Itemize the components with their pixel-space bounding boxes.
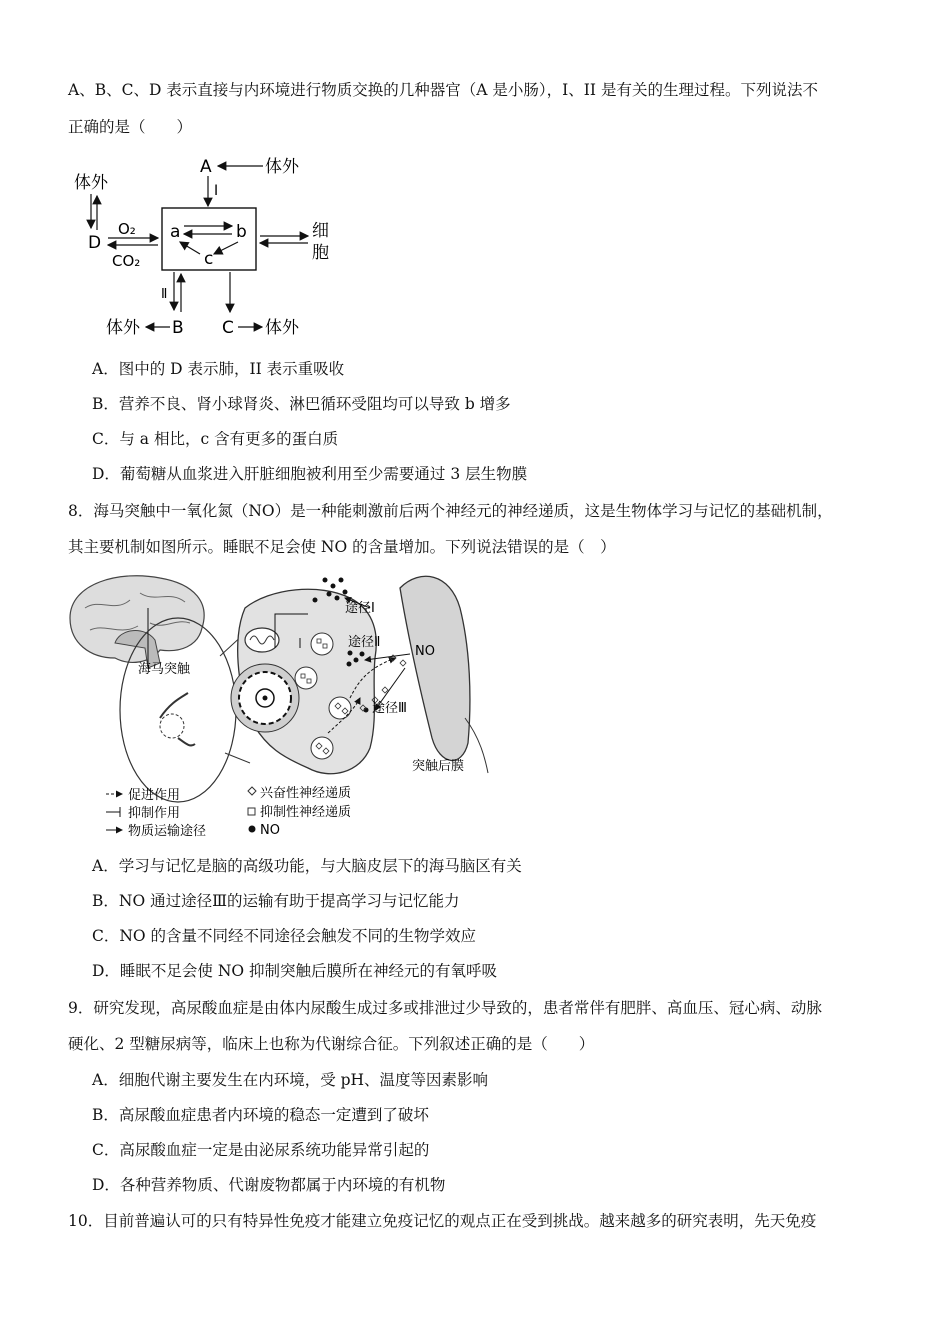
q8-diagram — [60, 568, 500, 840]
label-B: B — [172, 318, 184, 338]
postsynaptic-membrane — [400, 576, 470, 760]
legend-inhibitory: 抑制性神经递质 — [260, 805, 352, 820]
label-b: b — [236, 222, 247, 242]
label-D: D — [88, 233, 102, 253]
q7-option-a[interactable]: A．图中的 D 表示肺，II 表示重吸收 — [92, 360, 345, 378]
q9-option-d[interactable]: D．各种营养物质、代谢废物都属于内环境的有机物 — [92, 1176, 446, 1194]
q7-option-c[interactable]: C．与 a 相比，c 含有更多的蛋白质 — [92, 430, 339, 448]
no-label: NO — [415, 644, 435, 659]
label-a: a — [170, 222, 181, 242]
q7-stem-line2: 正确的是（ ） — [68, 118, 193, 136]
q8-option-d[interactable]: D．睡眠不足会使 NO 抑制突触后膜所在神经元的有氧呼吸 — [92, 962, 498, 980]
q9-option-b[interactable]: B．高尿酸血症患者内环境的稳态一定遭到了破坏 — [92, 1106, 429, 1124]
q7-diagram — [60, 150, 350, 345]
q9-option-c[interactable]: C．高尿酸血症一定是由泌尿系统功能异常引起的 — [92, 1141, 430, 1159]
q8-option-b[interactable]: B．NO 通过途径Ⅲ的运输有助于提高学习与记忆能力 — [92, 892, 460, 910]
label-A: A — [200, 157, 212, 177]
label-cell-1: 细 — [312, 221, 329, 241]
label-outside-bottom-right: 体外 — [265, 318, 299, 338]
label-I: I — [214, 183, 219, 199]
q9-stem-line1: 9．研究发现，高尿酸血症是由体内尿酸生成过多或排泄过少导致的，患者常伴有肥胖、高血压、冠心病、动脉 — [68, 999, 822, 1017]
q7-option-d[interactable]: D．葡萄糖从血浆进入肝脏细胞被利用至少需要通过 3 层生物膜 — [92, 465, 528, 483]
q7-stem-line1: A、B、C、D 表示直接与内环境进行物质交换的几种器官（A 是小肠），I、II 是有关的生理过程。下列说法不 — [68, 81, 818, 99]
path3-label: 途径Ⅲ — [372, 701, 407, 716]
legend — [106, 785, 351, 839]
q8-option-c[interactable]: C．NO 的含量不同经不同途径会触发不同的生物学效应 — [92, 927, 477, 945]
legend-no: NO — [260, 823, 280, 838]
legend-excitatory: 兴奋性神经递质 — [260, 786, 352, 801]
q8-stem-line1: 8．海马突触中一氧化氮（NO）是一种能刺激前后两个神经元的神经递质，这是生物体学习与记忆的基础机制， — [68, 502, 833, 520]
path2-label: 途径Ⅱ — [348, 635, 381, 650]
label-cell-2: 胞 — [312, 243, 329, 263]
postsynaptic-label: 突触后膜 — [412, 759, 465, 774]
label-outside-left: 体外 — [74, 173, 108, 193]
label-O2: O₂ — [118, 220, 136, 238]
legend-inhibit: 抑制作用 — [128, 806, 181, 821]
q8-stem-line2: 其主要机制如图所示。睡眠不足会使 NO 的含量增加。下列说法错误的是（ ） — [68, 538, 616, 556]
legend-transport: 物质运输途径 — [128, 824, 207, 839]
brain-illustration — [70, 576, 204, 668]
q9-option-a[interactable]: A．细胞代谢主要发生在内环境，受 pH、温度等因素影响 — [92, 1071, 489, 1089]
legend-promote: 促进作用 — [128, 788, 181, 803]
label-outside-bottom-left: 体外 — [106, 318, 140, 338]
label-C: C — [222, 318, 234, 338]
label-II: Ⅱ — [161, 287, 168, 302]
path1-label: 途径Ⅰ — [345, 601, 375, 616]
q9-stem-line2: 硬化、2 型糖尿病等，临床上也称为代谢综合征。下列叙述正确的是（ ） — [68, 1035, 595, 1053]
q8-option-a[interactable]: A．学习与记忆是脑的高级功能，与大脑皮层下的海马脑区有关 — [92, 857, 522, 875]
q7-option-b[interactable]: B．营养不良、肾小球肾炎、淋巴循环受阻均可以导致 b 增多 — [92, 395, 511, 413]
label-CO2: CO₂ — [112, 252, 141, 270]
label-outside-top: 体外 — [265, 157, 299, 177]
hippocampus-synapse-label: 海马突触 — [138, 662, 191, 677]
q10-stem-line1: 10．目前普遍认可的只有特异性免疫才能建立免疫记忆的观点正在受到挑战。越来越多的研究表明，先天免疫 — [68, 1212, 817, 1230]
label-c: c — [204, 249, 214, 269]
